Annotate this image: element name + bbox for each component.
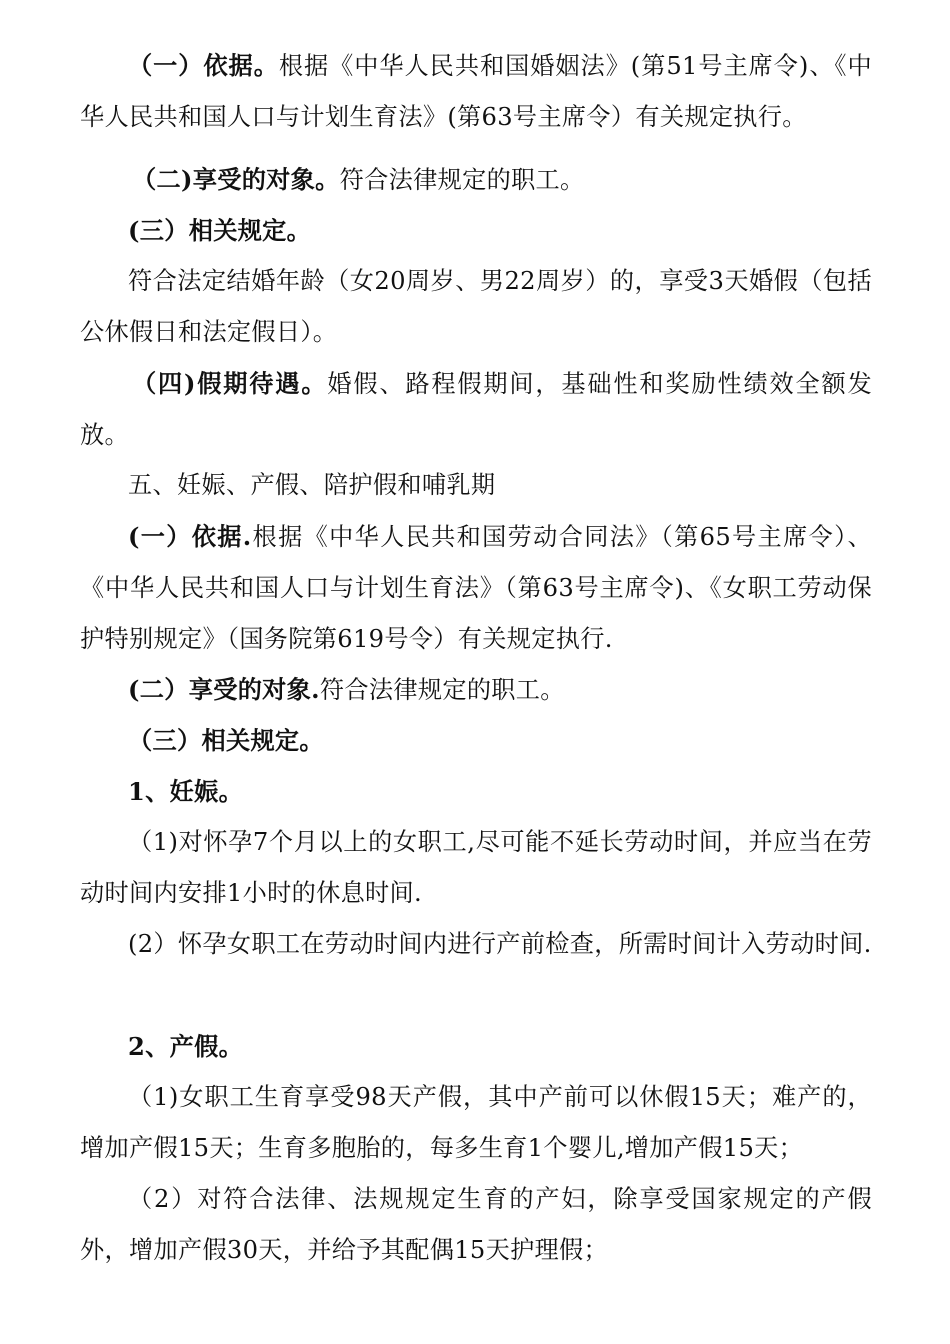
paragraph-pregnancy-1 [80,817,872,919]
paragraph-text: 根据《中华人民共和国婚姻法》(第51号主席令)、《中华人民共和国人口与计划生育法》(第63号主席令）有关规定执行。 [80,52,872,131]
section-heading-text: 五、妊娠、产假、陪护假和哺乳期 [128,471,496,499]
section-heading-five [80,460,872,511]
paragraph-text: 符合法律规定的职工。 [319,676,565,704]
paragraph-lead: (二）享受的对象. [128,675,320,704]
paragraph-text: （2）对符合法律、法规规定生育的产妇，除享受国家规定的产假外，增加产假30天，并给予其配偶15天护理假； [80,1185,872,1264]
paragraph-maternity-leave-2 [80,1174,872,1276]
paragraph-text: 婚假、路程假期间，基础性和奖励性绩效全额发放。 [80,370,872,449]
paragraph-lead: （三）相关规定。 [128,726,324,755]
paragraph-maternity-rules-heading [80,715,872,767]
subheading-maternity-leave [80,1021,872,1073]
paragraph-marriage-basis [80,40,872,143]
paragraph-maternity-leave-1 [80,1072,872,1174]
paragraph-lead: （四)假期待遇。 [132,369,328,398]
paragraph-marriage-treatment [80,358,872,461]
paragraph-lead: (三）相关规定。 [128,216,312,245]
subheading-pregnancy [80,766,872,818]
paragraph-text: 符合法律规定的职工。 [339,166,585,194]
paragraph-text: 根据《中华人民共和国劳动合同法》（第65号主席令）、《中华人民共和国人口与计划生育法》（第63号主席令)、《女职工劳动保护特别规定》（国务院第619号令）有关规定执行. [80,523,872,653]
paragraph-marriage-rules [80,256,872,358]
paragraph-lead: （一）依据。 [128,51,279,80]
paragraph-lead: 2、产假。 [128,1032,244,1061]
paragraph-pregnancy-2 [80,919,872,970]
paragraph-lead: 1、妊娠。 [128,777,244,806]
paragraph-maternity-basis [80,511,872,665]
paragraph-lead: （二)享受的对象。 [132,165,340,194]
paragraph-lead: (一）依据. [128,522,252,551]
paragraph-text: （1)对怀孕7个月以上的女职工,尽可能不延长劳动时间，并应当在劳动时间内安排1小时的休息时间. [80,828,872,907]
paragraph-text: (2）怀孕女职工在劳动时间内进行产前检查，所需时间计入劳动时间. [128,930,872,958]
paragraph-text: （1)女职工生育享受98天产假，其中产前可以休假15天；难产的，增加产假15天；生育多胞胎的，每多生育1个婴儿,增加产假15天； [80,1083,872,1162]
paragraph-text: 符合法定结婚年龄（女20周岁、男22周岁）的，享受3天婚假（包括公休假日和法定假日）。 [80,267,872,346]
paragraph-marriage-rules-heading [80,205,872,257]
paragraph-maternity-eligible [80,664,872,716]
paragraph-marriage-eligible [80,154,872,206]
